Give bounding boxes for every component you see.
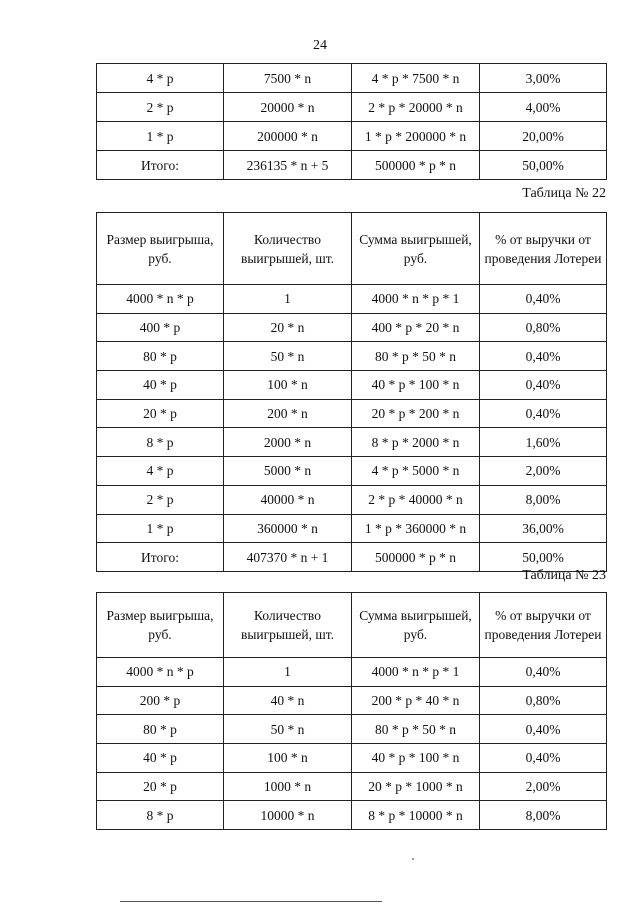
cell-prize-sum: 2 * p * 40000 * n — [352, 485, 480, 514]
table-row — [97, 514, 607, 543]
table-23-header-row — [97, 593, 607, 658]
cell-prize-size: 4000 * n * p — [97, 285, 224, 314]
cell-revenue-percent: 0,80% — [480, 686, 607, 715]
scan-edge-line — [120, 901, 382, 902]
cell-prize-sum: 8 * p * 2000 * n — [352, 428, 480, 457]
cell-prize-sum: 20 * p * 200 * n — [352, 399, 480, 428]
table-row — [97, 485, 607, 514]
cell-revenue-percent: 0,40% — [480, 371, 607, 400]
cell-prize-sum: 4 * p * 7500 * n — [352, 64, 480, 93]
cell-prize-count: 1 — [224, 285, 352, 314]
cell-prize-count: 40000 * n — [224, 485, 352, 514]
table-row — [97, 122, 607, 151]
cell-prize-size: 40 * p — [97, 371, 224, 400]
cell-revenue-percent: 36,00% — [480, 514, 607, 543]
table-22-header-row — [97, 213, 607, 285]
cell-prize-count: 50 * n — [224, 715, 352, 744]
cell-prize-count: 20000 * n — [224, 93, 352, 122]
cell-revenue-percent: 2,00% — [480, 457, 607, 486]
table-row — [97, 428, 607, 457]
cell-prize-count: 1000 * n — [224, 772, 352, 801]
header-prize-count: Количество выигрышей, шт. — [224, 213, 352, 285]
cell-prize-sum: 1 * p * 200000 * n — [352, 122, 480, 151]
cell-prize-size: 4000 * n * p — [97, 658, 224, 687]
cell-prize-size: 1 * p — [97, 122, 224, 151]
table-row — [97, 715, 607, 744]
table-row — [97, 658, 607, 687]
cell-revenue-percent: 0,40% — [480, 744, 607, 773]
cell-prize-sum: 500000 * p * n — [352, 151, 480, 180]
cell-prize-sum: 400 * p * 20 * n — [352, 313, 480, 342]
table-continued — [96, 63, 607, 180]
cell-prize-size: 20 * p — [97, 399, 224, 428]
header-prize-sum: Сумма выигрышей, руб. — [352, 593, 480, 658]
cell-revenue-percent: 50,00% — [480, 543, 607, 572]
cell-prize-sum: 200 * p * 40 * n — [352, 686, 480, 715]
header-revenue-percent: % от выручки от проведения Лотереи — [480, 213, 607, 285]
cell-prize-sum: 4 * p * 5000 * n — [352, 457, 480, 486]
cell-revenue-percent: 3,00% — [480, 64, 607, 93]
cell-prize-size: 40 * p — [97, 744, 224, 773]
cell-prize-size: 8 * p — [97, 801, 224, 830]
cell-prize-size: 80 * p — [97, 342, 224, 371]
cell-prize-size: 8 * p — [97, 428, 224, 457]
table-23-body — [97, 658, 607, 830]
scan-speck — [412, 858, 414, 860]
cell-prize-count: 200 * n — [224, 399, 352, 428]
table-23-caption: Таблица № 23 — [522, 568, 606, 583]
cell-prize-size: Итого: — [97, 543, 224, 572]
cell-revenue-percent: 8,00% — [480, 485, 607, 514]
cell-revenue-percent: 0,40% — [480, 342, 607, 371]
cell-prize-sum: 40 * p * 100 * n — [352, 371, 480, 400]
cell-revenue-percent: 0,40% — [480, 285, 607, 314]
cell-prize-count: 1 — [224, 658, 352, 687]
cell-prize-count: 50 * n — [224, 342, 352, 371]
cell-prize-size: 2 * p — [97, 485, 224, 514]
cell-prize-sum: 40 * p * 100 * n — [352, 744, 480, 773]
table-row — [97, 371, 607, 400]
table-continued-body — [97, 64, 607, 180]
cell-prize-count: 236135 * n + 5 — [224, 151, 352, 180]
cell-prize-size: 20 * p — [97, 772, 224, 801]
table-row — [97, 686, 607, 715]
cell-prize-sum: 20 * p * 1000 * n — [352, 772, 480, 801]
table-22 — [96, 212, 607, 572]
cell-prize-size: 200 * p — [97, 686, 224, 715]
cell-revenue-percent: 0,40% — [480, 399, 607, 428]
header-prize-sum: Сумма выигрышей, руб. — [352, 213, 480, 285]
cell-prize-size: 80 * p — [97, 715, 224, 744]
cell-revenue-percent: 0,40% — [480, 658, 607, 687]
cell-prize-sum: 500000 * p * n — [352, 543, 480, 572]
cell-prize-count: 100 * n — [224, 371, 352, 400]
cell-prize-sum: 80 * p * 50 * n — [352, 342, 480, 371]
header-revenue-percent: % от выручки от проведения Лотереи — [480, 593, 607, 658]
cell-prize-count: 10000 * n — [224, 801, 352, 830]
cell-prize-sum: 2 * p * 20000 * n — [352, 93, 480, 122]
cell-revenue-percent: 4,00% — [480, 93, 607, 122]
table-22-body — [97, 285, 607, 572]
cell-prize-size: 2 * p — [97, 93, 224, 122]
cell-prize-size: Итого: — [97, 151, 224, 180]
cell-prize-count: 407370 * n + 1 — [224, 543, 352, 572]
header-prize-count: Количество выигрышей, шт. — [224, 593, 352, 658]
table-row — [97, 399, 607, 428]
cell-prize-size: 400 * p — [97, 313, 224, 342]
cell-prize-count: 360000 * n — [224, 514, 352, 543]
cell-prize-sum: 80 * p * 50 * n — [352, 715, 480, 744]
cell-prize-sum: 4000 * n * p * 1 — [352, 658, 480, 687]
cell-revenue-percent: 20,00% — [480, 122, 607, 151]
cell-revenue-percent: 2,00% — [480, 772, 607, 801]
cell-revenue-percent: 50,00% — [480, 151, 607, 180]
cell-prize-size: 1 * p — [97, 514, 224, 543]
table-23 — [96, 592, 607, 830]
header-prize-size: Размер выигрыша, руб. — [97, 593, 224, 658]
total-row — [97, 151, 607, 180]
cell-prize-count: 20 * n — [224, 313, 352, 342]
page-number: 24 — [313, 38, 327, 53]
cell-prize-count: 5000 * n — [224, 457, 352, 486]
cell-revenue-percent: 1,60% — [480, 428, 607, 457]
cell-prize-size: 4 * p — [97, 457, 224, 486]
cell-prize-count: 7500 * n — [224, 64, 352, 93]
table-row — [97, 342, 607, 371]
table-row — [97, 801, 607, 830]
table-row — [97, 457, 607, 486]
cell-revenue-percent: 0,80% — [480, 313, 607, 342]
table-row — [97, 313, 607, 342]
cell-prize-count: 100 * n — [224, 744, 352, 773]
cell-prize-size: 4 * p — [97, 64, 224, 93]
table-row — [97, 285, 607, 314]
header-prize-size: Размер выигрыша, руб. — [97, 213, 224, 285]
cell-prize-sum: 8 * p * 10000 * n — [352, 801, 480, 830]
table-row — [97, 772, 607, 801]
cell-revenue-percent: 0,40% — [480, 715, 607, 744]
table-row — [97, 744, 607, 773]
table-22-caption: Таблица № 22 — [522, 186, 606, 201]
cell-prize-count: 2000 * n — [224, 428, 352, 457]
table-row — [97, 93, 607, 122]
table-row — [97, 64, 607, 93]
cell-prize-count: 200000 * n — [224, 122, 352, 151]
cell-prize-count: 40 * n — [224, 686, 352, 715]
cell-prize-sum: 1 * p * 360000 * n — [352, 514, 480, 543]
cell-prize-sum: 4000 * n * p * 1 — [352, 285, 480, 314]
cell-revenue-percent: 8,00% — [480, 801, 607, 830]
